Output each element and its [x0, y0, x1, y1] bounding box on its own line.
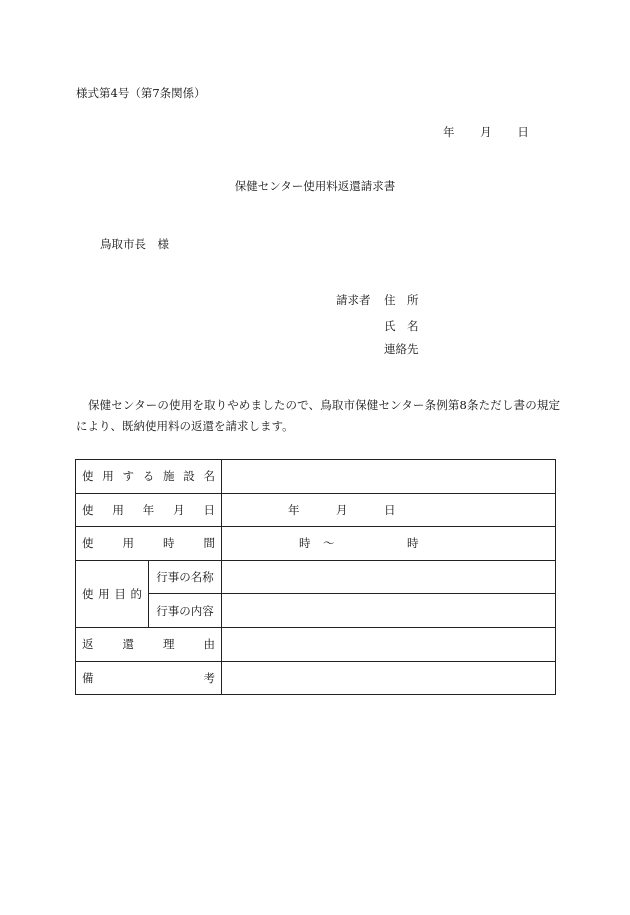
addressee: 鳥取市長 様: [100, 237, 169, 251]
label-char: 設: [183, 469, 195, 484]
purpose-label: [76, 560, 149, 627]
date-month-unit: 月: [480, 125, 492, 139]
date-year-unit: 年: [443, 125, 455, 139]
label-char: 使: [82, 586, 94, 601]
facility-value[interactable]: [222, 460, 556, 494]
label-char: 使: [82, 502, 94, 517]
use-date-month-unit: 月: [336, 502, 348, 517]
request-statement: 保健センターの使用を取りやめましたので、鳥取市保健センター条例第8条ただし書の規定により、既納使用料の返還を請求します。: [76, 398, 560, 433]
row-remarks: [76, 661, 556, 695]
label-char: 施: [163, 469, 175, 484]
use-date-year-unit: 年: [288, 502, 300, 517]
label-char: 用: [98, 586, 110, 601]
label-char: 理: [163, 637, 175, 652]
label-char: 用: [122, 536, 134, 551]
applicant-label: 請求者: [336, 293, 371, 307]
use-time-start-unit: 時: [299, 536, 311, 551]
submission-date: [443, 124, 529, 140]
row-refund-reason: [76, 627, 556, 661]
label-char: 年: [142, 502, 155, 517]
label-char: 目: [114, 586, 126, 601]
label-char: 用: [102, 469, 114, 484]
use-time-value[interactable]: [222, 527, 556, 561]
label-char: る: [142, 469, 155, 484]
use-time-tilde: ～: [323, 536, 335, 551]
label-char: 還: [122, 637, 134, 652]
label-char: 返: [82, 637, 94, 652]
applicant-contact-label: 連絡先: [384, 342, 419, 356]
applicant-name-label: 氏 名: [384, 319, 419, 333]
document-title: 保健センター使用料返還請求書: [234, 179, 396, 193]
label-char: す: [122, 469, 134, 484]
row-use-time: [76, 527, 556, 561]
label-char: 的: [130, 586, 142, 601]
use-time-end-unit: 時: [407, 536, 419, 551]
label-char: 時: [163, 536, 175, 551]
remarks-value[interactable]: [222, 661, 556, 695]
row-use-date: [76, 493, 556, 527]
event-content-label: 行事の内容: [149, 594, 222, 628]
label-char: 考: [203, 670, 215, 685]
label-char: 使: [82, 536, 94, 551]
refund-reason-label: [76, 627, 222, 661]
label-char: 月: [173, 502, 185, 517]
label-char: 備: [82, 670, 94, 685]
event-content-value[interactable]: [222, 594, 556, 628]
use-date-day-unit: 日: [384, 502, 396, 517]
use-time-label: [76, 527, 222, 561]
label-char: 使: [82, 469, 94, 484]
refund-reason-value[interactable]: [222, 627, 556, 661]
label-char: 間: [203, 536, 215, 551]
event-name-label: 行事の名称: [149, 560, 222, 594]
facility-label: [76, 460, 222, 494]
row-event-name: [76, 560, 556, 594]
label-char: 由: [203, 637, 215, 652]
date-day-unit: 日: [517, 125, 529, 139]
label-char: 用: [112, 502, 124, 517]
row-facility: [76, 460, 556, 494]
label-char: 日: [203, 502, 215, 517]
label-char: 名: [203, 469, 215, 484]
form-number: 様式第4号（第7条関係）: [76, 86, 206, 100]
use-date-label: [76, 493, 222, 527]
application-table: [75, 459, 556, 695]
event-name-value[interactable]: [222, 560, 556, 594]
remarks-label: [76, 661, 222, 695]
use-date-value[interactable]: [222, 493, 556, 527]
applicant-address-label: 住 所: [384, 293, 419, 307]
